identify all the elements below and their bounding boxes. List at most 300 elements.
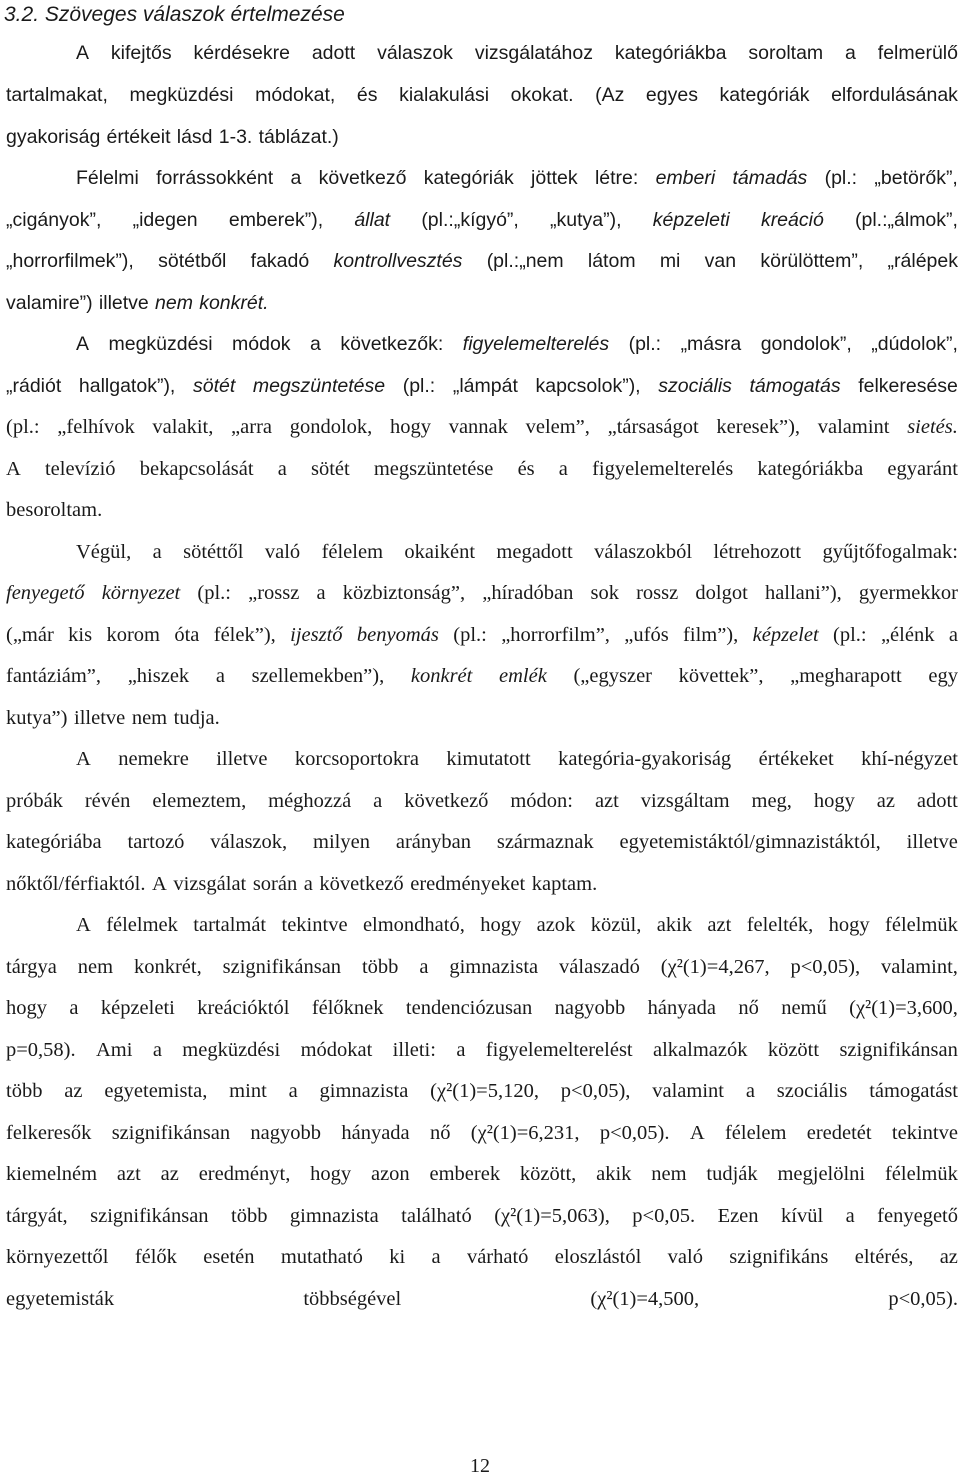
word: létrehozott bbox=[713, 541, 802, 563]
word: szignifikánsan bbox=[839, 1039, 958, 1061]
word: hogy bbox=[389, 416, 431, 438]
word: próbák bbox=[6, 790, 63, 812]
word: nem bbox=[131, 707, 168, 729]
word: válaszok bbox=[377, 42, 453, 64]
word: hogy bbox=[828, 914, 870, 936]
word: tudják bbox=[706, 1163, 758, 1185]
word: A bbox=[76, 748, 91, 770]
word: kategóriák bbox=[423, 167, 514, 189]
word: nagyobb bbox=[250, 1122, 322, 1144]
word: kialakulási bbox=[399, 84, 490, 106]
word: p<0,05), bbox=[560, 1080, 631, 1102]
word: a bbox=[288, 1080, 298, 1102]
word: A bbox=[76, 333, 90, 355]
word: p<0,05), bbox=[790, 956, 861, 978]
word: egy bbox=[928, 665, 958, 687]
word: megküzdési bbox=[108, 333, 213, 355]
word: a bbox=[431, 1246, 441, 1268]
word: kapcsolok”), bbox=[535, 375, 641, 397]
word: nemekre bbox=[118, 748, 189, 770]
word: egyaránt bbox=[887, 458, 958, 480]
word: félelmük bbox=[885, 914, 958, 936]
word: valamint, bbox=[881, 956, 958, 978]
italic-word: nem bbox=[155, 292, 193, 314]
word: kívül bbox=[781, 1205, 824, 1227]
word: „dúdolok”, bbox=[871, 333, 958, 355]
word: illetve bbox=[98, 292, 149, 314]
word: megadott bbox=[496, 541, 573, 563]
text-line bbox=[76, 532, 958, 573]
word: tekintve bbox=[281, 914, 348, 936]
word: nagyobb bbox=[554, 997, 626, 1019]
word: figyelemelterelést bbox=[485, 1039, 633, 1061]
word: a bbox=[845, 42, 856, 64]
word: (χ²(1)=4,267, bbox=[660, 956, 770, 978]
word: megküzdési bbox=[182, 1039, 281, 1061]
word: „társaságot bbox=[607, 416, 699, 438]
word: p=0,58). bbox=[6, 1039, 76, 1061]
word: gondolok”, bbox=[760, 333, 852, 355]
word: p<0,05). bbox=[599, 1122, 670, 1144]
word: „horrorfilmek”), bbox=[6, 250, 134, 272]
word: táblázat.) bbox=[258, 126, 339, 148]
word: nő bbox=[429, 1122, 451, 1144]
word: velem”, bbox=[525, 416, 590, 438]
word: „cigányok”, bbox=[6, 209, 102, 231]
word: (pl.: bbox=[6, 416, 40, 438]
word: (pl.:„álmok”, bbox=[855, 209, 958, 231]
word: mint bbox=[229, 1080, 267, 1102]
word: eredményt, bbox=[198, 1163, 291, 1185]
text-line bbox=[76, 33, 958, 74]
word: (χ²(1)=5,063), bbox=[494, 1205, 610, 1227]
word: megszüntetése bbox=[373, 458, 494, 480]
word: „horrorfilm”, bbox=[501, 624, 610, 646]
word: emberek”), bbox=[228, 209, 324, 231]
word: A bbox=[152, 873, 167, 895]
word: vizsgálatához bbox=[474, 42, 593, 64]
word: hányada bbox=[647, 997, 716, 1019]
word: kis bbox=[68, 624, 93, 646]
word: keresek”), bbox=[716, 416, 801, 438]
word: bekapcsolását bbox=[139, 458, 254, 480]
word: p<0,05. bbox=[632, 1205, 696, 1227]
word: Félelmi bbox=[76, 167, 139, 189]
italic-word: sietés. bbox=[907, 416, 958, 438]
word: közbiztonság”, bbox=[342, 582, 466, 604]
word: révén bbox=[84, 790, 131, 812]
word: kimutatott bbox=[446, 748, 531, 770]
italic-word: szociális bbox=[658, 375, 732, 397]
italic-word: figyelemelterelés bbox=[462, 333, 610, 355]
word: szignifikánsan bbox=[222, 956, 342, 978]
word: korom bbox=[106, 624, 160, 646]
word: követtek”, bbox=[678, 665, 764, 687]
text-line bbox=[6, 490, 958, 531]
word: sötéttől bbox=[183, 541, 244, 563]
italic-word: állat bbox=[354, 209, 391, 231]
text-line bbox=[6, 407, 958, 448]
word: a bbox=[745, 1080, 755, 1102]
word: Ezen bbox=[717, 1205, 759, 1227]
word: „felhívok bbox=[57, 416, 135, 438]
word: (pl.: bbox=[402, 375, 436, 397]
word: szellemekben”), bbox=[251, 665, 385, 687]
word: vizsgáltam bbox=[640, 790, 730, 812]
word: film”), bbox=[683, 624, 739, 646]
word: kutya”) bbox=[6, 707, 68, 729]
word: félők bbox=[134, 1246, 177, 1268]
text-line bbox=[6, 656, 958, 697]
word: között, bbox=[519, 1163, 577, 1185]
word: több bbox=[6, 1080, 43, 1102]
word: (pl.: bbox=[197, 582, 231, 604]
word: „híradóban bbox=[482, 582, 574, 604]
word: rossz bbox=[636, 582, 679, 604]
word: fantáziám”, bbox=[6, 665, 102, 687]
word: méghozzá bbox=[268, 790, 352, 812]
word: szociális bbox=[776, 1080, 848, 1102]
italic-word: képzelet bbox=[752, 624, 819, 646]
word: közül, bbox=[590, 914, 642, 936]
word: eredményeket bbox=[410, 873, 526, 895]
word: gyermekkor bbox=[858, 582, 958, 604]
word: tudja. bbox=[173, 707, 220, 729]
word: korcsoportokra bbox=[294, 748, 419, 770]
word: hogy bbox=[6, 997, 47, 1019]
word: a bbox=[558, 458, 568, 480]
word: milyen bbox=[313, 831, 370, 853]
word: a bbox=[290, 167, 302, 189]
italic-word: kontrollvesztés bbox=[333, 250, 463, 272]
word: felkeresése bbox=[858, 375, 958, 397]
word: szignifikánsan bbox=[111, 1122, 231, 1144]
word: meg, bbox=[751, 790, 792, 812]
italic-word: környezet bbox=[101, 582, 181, 604]
word: a bbox=[373, 790, 383, 812]
word: gyakoriság bbox=[6, 126, 101, 148]
word: felelték, bbox=[746, 914, 814, 936]
word: a bbox=[152, 541, 162, 563]
word: (pl.: bbox=[453, 624, 487, 646]
word: kaptam. bbox=[531, 873, 598, 895]
word: elemeztem, bbox=[152, 790, 247, 812]
word: az bbox=[939, 1246, 958, 1268]
word: azok bbox=[536, 914, 576, 936]
word: mi bbox=[659, 250, 681, 272]
word: az bbox=[876, 790, 895, 812]
text-line bbox=[6, 698, 958, 739]
word: (pl.: bbox=[824, 167, 858, 189]
text-line bbox=[76, 739, 958, 780]
word: „élénk bbox=[880, 624, 935, 646]
word: Ami bbox=[96, 1039, 133, 1061]
word: szignifikáns bbox=[729, 1246, 829, 1268]
word: módokat, bbox=[255, 84, 336, 106]
word: tartalmát bbox=[193, 914, 267, 936]
word: (χ²(1)=6,231, bbox=[470, 1122, 580, 1144]
word: tartozó bbox=[127, 831, 185, 853]
word: azt bbox=[116, 1163, 141, 1185]
word: televízió bbox=[44, 458, 116, 480]
word: „rossz bbox=[248, 582, 300, 604]
text-line bbox=[6, 781, 958, 822]
word: kreációktól bbox=[197, 997, 290, 1019]
word: a bbox=[277, 458, 287, 480]
word: vannak bbox=[448, 416, 508, 438]
word: a bbox=[419, 956, 429, 978]
word: félőknek bbox=[311, 997, 384, 1019]
word: tekintve bbox=[891, 1122, 958, 1144]
word: felkeresők bbox=[6, 1122, 92, 1144]
word: felmerülő bbox=[877, 42, 958, 64]
word: valamint bbox=[652, 1080, 724, 1102]
word: az bbox=[64, 1080, 83, 1102]
text-line bbox=[6, 1237, 958, 1278]
italic-word: kreáció bbox=[760, 209, 824, 231]
word: következő bbox=[404, 790, 489, 812]
italic-word: támadás bbox=[732, 167, 808, 189]
text-line bbox=[6, 864, 958, 905]
word: fakadó bbox=[250, 250, 310, 272]
word: azt bbox=[594, 790, 619, 812]
word: (χ²(1)=3,600, bbox=[849, 997, 958, 1019]
text-line bbox=[6, 988, 958, 1029]
word: dolgot bbox=[695, 582, 748, 604]
word: látom bbox=[587, 250, 636, 272]
word: forrássokként bbox=[156, 167, 274, 189]
word: okaiként bbox=[404, 541, 476, 563]
text-line bbox=[76, 158, 958, 199]
word: származnak bbox=[496, 831, 594, 853]
word: gondolok, bbox=[289, 416, 373, 438]
word: a bbox=[69, 997, 79, 1019]
word: között bbox=[767, 1039, 820, 1061]
word: gimnazista bbox=[319, 1080, 409, 1102]
word: p<0,05). bbox=[888, 1288, 958, 1310]
word: alkalmazók bbox=[652, 1039, 748, 1061]
word: ki bbox=[389, 1246, 406, 1268]
word: válaszokból bbox=[594, 541, 693, 563]
italic-word: emlék bbox=[499, 665, 547, 687]
word: félelmek bbox=[106, 914, 178, 936]
text-line bbox=[6, 1279, 958, 1320]
word: következő bbox=[319, 873, 404, 895]
word: hogy bbox=[813, 790, 855, 812]
word: egyes bbox=[645, 84, 698, 106]
word: tartalmakat, bbox=[6, 84, 108, 106]
word: során bbox=[252, 873, 298, 895]
word: nem bbox=[651, 1163, 687, 1185]
word: kategóriába bbox=[6, 831, 102, 853]
word: támogatást bbox=[869, 1080, 958, 1102]
word: a bbox=[948, 624, 958, 646]
word: félelem bbox=[724, 1122, 787, 1144]
word: gimnazista bbox=[289, 1205, 379, 1227]
word: sötét bbox=[310, 458, 350, 480]
word: több bbox=[231, 1205, 268, 1227]
text-line bbox=[6, 573, 958, 614]
word: azon bbox=[370, 1163, 410, 1185]
text-line bbox=[6, 283, 958, 324]
word: várható bbox=[466, 1246, 529, 1268]
word: 1-3. bbox=[218, 126, 253, 148]
italic-word: konkrét bbox=[410, 665, 473, 687]
word: körülöttem”, bbox=[760, 250, 864, 272]
text-line bbox=[6, 75, 958, 116]
word: akik bbox=[656, 914, 693, 936]
word: módon: bbox=[510, 790, 574, 812]
word: hallgatok”), bbox=[78, 375, 176, 397]
word: elmondható, bbox=[362, 914, 465, 936]
word: megjelölni bbox=[777, 1163, 866, 1185]
word: „ufós bbox=[624, 624, 669, 646]
word: hogy bbox=[480, 914, 522, 936]
word: illetve bbox=[906, 831, 958, 853]
word: vizsgálat bbox=[173, 873, 247, 895]
word: besoroltam. bbox=[6, 499, 103, 521]
word: (pl.: bbox=[628, 333, 662, 355]
text-line bbox=[76, 324, 958, 365]
word: eltérés, bbox=[854, 1246, 914, 1268]
italic-word: konkrét. bbox=[199, 292, 269, 314]
word: (pl.:„nem bbox=[486, 250, 564, 272]
word: illetve bbox=[74, 707, 126, 729]
word: és bbox=[517, 458, 535, 480]
word: található bbox=[401, 1205, 472, 1227]
word: nő bbox=[738, 997, 759, 1019]
word: eredetét bbox=[806, 1122, 872, 1144]
word: „másra bbox=[680, 333, 742, 355]
word: Végül, bbox=[76, 541, 132, 563]
word: gimnazista bbox=[449, 956, 539, 978]
word: sötétből bbox=[158, 250, 227, 272]
word: esetén bbox=[203, 1246, 255, 1268]
word: (Az bbox=[595, 84, 625, 106]
word: A bbox=[76, 914, 91, 936]
word: egyetemista, bbox=[104, 1080, 208, 1102]
word: eloszlástól bbox=[554, 1246, 642, 1268]
word: fenyegető bbox=[877, 1205, 958, 1227]
word: van bbox=[704, 250, 737, 272]
text-line bbox=[6, 366, 958, 407]
text-line bbox=[6, 1113, 958, 1154]
word: azt bbox=[707, 914, 732, 936]
word: a bbox=[456, 1039, 466, 1061]
text-line bbox=[6, 1030, 958, 1071]
word: következők: bbox=[340, 333, 444, 355]
italic-word: megszüntetése bbox=[252, 375, 386, 397]
word: létre: bbox=[594, 167, 639, 189]
word: hallani”), bbox=[764, 582, 842, 604]
word: valamint bbox=[817, 416, 890, 438]
word: illeti: bbox=[392, 1039, 436, 1061]
italic-word: ijesztő bbox=[290, 624, 343, 646]
word: tendenciózusan bbox=[405, 997, 533, 1019]
word: való bbox=[667, 1246, 703, 1268]
word: soroltam bbox=[748, 42, 824, 64]
word: „rádiót bbox=[6, 375, 62, 397]
italic-word: képzeleti bbox=[652, 209, 730, 231]
text-line bbox=[6, 1196, 958, 1237]
italic-word: támogatás bbox=[749, 375, 841, 397]
word: hányada bbox=[341, 1122, 410, 1144]
word: szignifikánsan bbox=[90, 1205, 209, 1227]
word: adott bbox=[916, 790, 958, 812]
word: félek”), bbox=[213, 624, 276, 646]
word: óta bbox=[174, 624, 200, 646]
word: „idegen bbox=[132, 209, 198, 231]
word: lásd bbox=[176, 126, 213, 148]
word: jöttek bbox=[531, 167, 578, 189]
word: tárgyát, bbox=[6, 1205, 68, 1227]
word: „megharapott bbox=[790, 665, 902, 687]
word: „arra bbox=[231, 416, 272, 438]
word: környezettől bbox=[6, 1246, 109, 1268]
word: értékeit bbox=[106, 126, 171, 148]
word: „kutya”), bbox=[550, 209, 622, 231]
word: („egyszer bbox=[573, 665, 652, 687]
word: a bbox=[152, 1039, 162, 1061]
word: kérdésekre bbox=[193, 42, 290, 64]
word: elfordulásának bbox=[831, 84, 958, 106]
word: „rálépek bbox=[887, 250, 958, 272]
italic-word: fenyegető bbox=[6, 582, 85, 604]
word: a bbox=[845, 1205, 855, 1227]
word: a bbox=[215, 665, 225, 687]
word: akik bbox=[596, 1163, 632, 1185]
word: emberek bbox=[429, 1163, 501, 1185]
word: többségével bbox=[303, 1288, 402, 1310]
word: félelmük bbox=[884, 1163, 958, 1185]
word: kategóriákba bbox=[757, 458, 864, 480]
word: kifejtős bbox=[110, 42, 172, 64]
italic-word: benyomás bbox=[356, 624, 439, 646]
word: (pl.: bbox=[833, 624, 867, 646]
word: következő bbox=[318, 167, 407, 189]
word: gyűjtőfogalmak: bbox=[822, 541, 958, 563]
word: „lámpát bbox=[452, 375, 518, 397]
text-line bbox=[6, 615, 958, 656]
word: (pl.:„kígyó”, bbox=[421, 209, 519, 231]
word: válaszadó bbox=[559, 956, 640, 978]
text-line bbox=[6, 200, 958, 241]
word: válaszok, bbox=[210, 831, 288, 853]
italic-word: sötét bbox=[192, 375, 236, 397]
text-line bbox=[6, 1071, 958, 1112]
word: „hiszek bbox=[127, 665, 190, 687]
word: mutatható bbox=[280, 1246, 363, 1268]
text-line bbox=[6, 449, 958, 490]
word: tárgya bbox=[6, 956, 57, 978]
word: a bbox=[310, 333, 321, 355]
text-line bbox=[6, 117, 958, 158]
section-heading: 3.2. Szöveges válaszok értelmezése bbox=[4, 3, 345, 26]
word: nemű bbox=[781, 997, 827, 1019]
word: kategória-gyakoriság bbox=[558, 748, 732, 770]
word: A bbox=[689, 1122, 705, 1144]
word: figyelemelterelés bbox=[592, 458, 734, 480]
word: kategóriákba bbox=[614, 42, 727, 64]
word: khí-négyzet bbox=[861, 748, 958, 770]
word: a bbox=[303, 873, 313, 895]
word: (χ²(1)=5,120, bbox=[430, 1080, 539, 1102]
word: A bbox=[6, 458, 21, 480]
word: nem bbox=[77, 956, 114, 978]
word: sok bbox=[590, 582, 619, 604]
word: „betörők”, bbox=[874, 167, 958, 189]
word: és bbox=[356, 84, 378, 106]
